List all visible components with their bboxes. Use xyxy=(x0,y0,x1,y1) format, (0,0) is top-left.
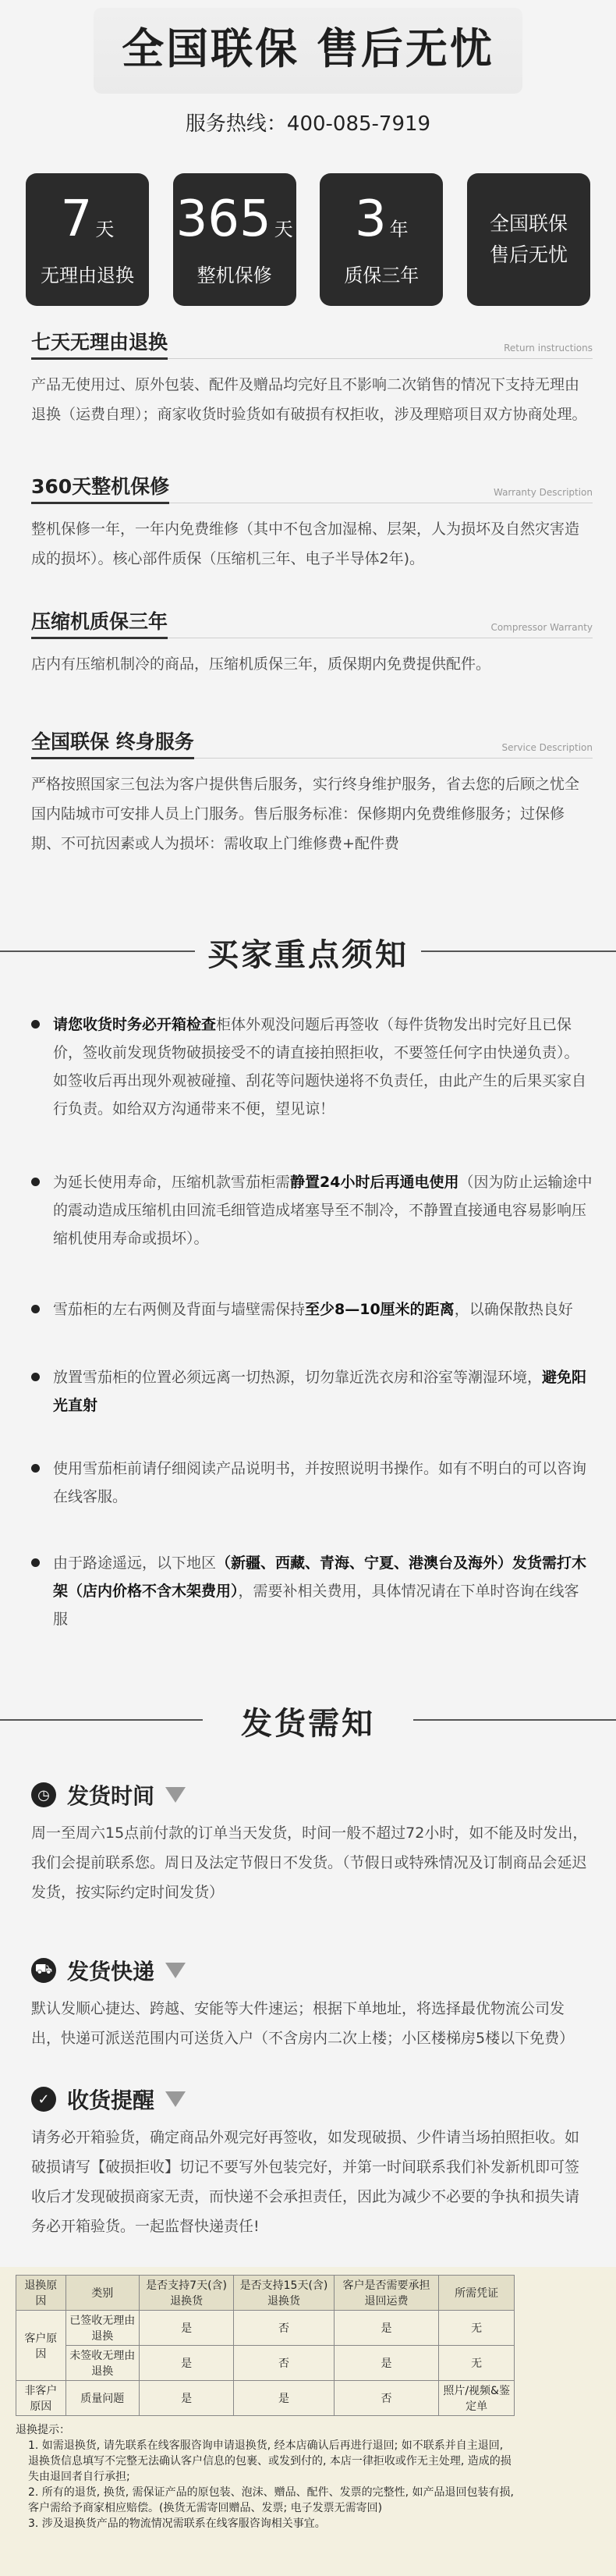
table-cell: 否 xyxy=(334,2381,439,2416)
notice-text: 为延长使用寿命，压缩机款雪茄柜需 xyxy=(53,1174,291,1191)
table-cell: 否 xyxy=(234,2346,334,2381)
triangle-down-icon xyxy=(165,1963,186,1978)
bullet-dot xyxy=(31,1373,40,1381)
hero-title: 全国联保 售后无忧 xyxy=(122,24,494,73)
table-cell: 质量问题 xyxy=(65,2381,139,2416)
table-header-row xyxy=(16,2276,515,2311)
return-policy-panel xyxy=(0,2267,616,2576)
bullet-dot xyxy=(31,1305,40,1313)
hint-item: 1. 如需退换货, 请先联系在线客服咨询申请退换货, 经本店确认后再进行退回; 如不联系并自主退回, 退换货信息填写不完整无法确认客户信息的包裹、或发到付的, 本店一律拒收或作无主处理, 造成的损失由退回者自行承担; xyxy=(28,2439,512,2483)
table-cell: 非客户原因 xyxy=(16,2381,66,2416)
notice-item xyxy=(31,1295,593,1324)
service-section-lifetime xyxy=(31,727,593,858)
table-header: 客户是否需要承担退回运费 xyxy=(334,2276,439,2311)
table-cell: 否 xyxy=(234,2311,334,2346)
section-body: 严格按照国家三包法为客户提供售后服务，实行终身维护服务，省去您的后顾之忧全国内陆城市可安排人员上门服务。售后服务标准：保修期内免费维修服务；过保修期、不可抗因素或人为损坏：需收取上门维修费+配件费 xyxy=(31,776,580,852)
block-body: 请务必开箱验货，确定商品外观完好再签收，如发现破损、少件请当场拍照拒收。如破损请写【破损拒收】切记不要写外包装完好，并第一时间联系我们补发新机即可签收后才发现破损商家无责，而快递不会承担责任，因此为减少不必要的争执和损失请务必开箱验货。一起监督快递责任! xyxy=(31,2129,580,2235)
badge-3-year-warranty xyxy=(320,173,443,306)
banner-rule-right xyxy=(413,1719,616,1721)
table-header: 是否支持7天(含)退换货 xyxy=(139,2276,234,2311)
badge-text: 售后无忧 xyxy=(489,243,568,266)
notices-title: 买家重点须知 xyxy=(207,936,409,973)
block-title: 发货快递 xyxy=(67,1959,155,1984)
table-cell: 客户原因 xyxy=(16,2311,66,2381)
bullet-dot xyxy=(31,1178,40,1186)
guarantee-badges xyxy=(26,173,590,306)
notices-banner xyxy=(0,913,616,991)
notice-item xyxy=(31,1455,593,1511)
table-cell: 是 xyxy=(334,2346,439,2381)
block-body: 默认发顺心捷达、跨越、安能等大件速运；根据下单地址，将选择最优物流公司发出，快递可派送范围内可送货入户（不含房内二次上楼；小区楼梯房5楼以下免费） xyxy=(31,2000,575,2047)
notice-text: 放置雪茄柜的位置必须远离一切热源，切勿靠近洗衣房和浴室等潮湿环境， xyxy=(53,1369,543,1386)
section-body: 产品无使用过、原外包装、配件及赠品均完好且不影响二次销售的情况下支持无理由退换（运费自理）；商家收货时验货如有破损有权拒收，涉及理赔项目双方协商处理。 xyxy=(31,376,587,423)
table-cell: 是 xyxy=(139,2346,234,2381)
notice-item xyxy=(31,1168,593,1252)
shipping-receipt-block xyxy=(31,2084,593,2241)
notice-text: 柜体外观没问题后再签收（每件货物发出时完好且已保价，签收前发现货物破损接受不的请直接拍照拒收，不要签任何字由快递负责）。如签收后再出现外观被碰撞、刮花等问题快递将不负责任，由此产生的后果买家自行负责。如给双方沟通带来不便，望见谅！ xyxy=(53,1016,587,1117)
badge-unit: 天 xyxy=(274,219,293,240)
triangle-down-icon xyxy=(165,2091,186,2107)
return-policy-table xyxy=(16,2275,515,2416)
shipping-title: 发货需知 xyxy=(241,1705,375,1742)
banner-rule-left xyxy=(0,1719,203,1721)
shipping-time-block xyxy=(31,1779,593,1907)
service-section-warranty xyxy=(31,472,593,574)
table-cell: 照片/视频&鉴定单 xyxy=(439,2381,515,2416)
notice-text: ，以确保散热良好 xyxy=(454,1301,573,1318)
notice-emphasis: （新疆、西藏、青海、宁夏、港澳台及海外）发货需打木架（店内价格不含木架费用） xyxy=(53,1554,587,1600)
notice-item xyxy=(31,1549,593,1633)
badge-caption: 无理由退换 xyxy=(41,265,134,286)
badge-unit: 天 xyxy=(95,219,115,240)
block-title: 发货时间 xyxy=(67,1783,155,1809)
section-subtitle: Compressor Warranty xyxy=(490,622,593,633)
service-section-return xyxy=(31,328,593,429)
notice-emphasis: 静置24小时后再通电使用 xyxy=(290,1174,459,1191)
table-row xyxy=(16,2311,515,2346)
hint-item: 2. 所有的退货, 换货, 需保证产品的原包装、泡沫、赠品、配件、发票的完整性, 如产品退回包装有损, 客户需给予商家相应赔偿。(换货无需寄回赠品、发票; 电子发票无需寄回) xyxy=(28,2486,514,2514)
section-title: 360天整机保修 xyxy=(31,471,169,503)
table-header: 所需凭证 xyxy=(439,2276,515,2311)
table-header: 类别 xyxy=(65,2276,139,2311)
triangle-down-icon xyxy=(165,1787,186,1803)
notice-emphasis: 请您收货时务必开箱检查 xyxy=(53,1016,217,1033)
badge-365-warranty xyxy=(173,173,296,306)
bullet-dot xyxy=(31,1020,40,1029)
notice-text: 使用雪茄柜前请仔细阅读产品说明书，并按照说明书操作。如有不明白的可以咨询在线客服。 xyxy=(53,1460,587,1505)
section-title: 压缩机质保三年 xyxy=(31,606,168,638)
notice-emphasis: 至少8—10厘米的距离 xyxy=(305,1301,455,1318)
badge-number: 365 xyxy=(175,190,271,248)
truck-icon: ⛟ xyxy=(31,1958,56,1983)
badge-number: 3 xyxy=(354,190,387,248)
hint-title: 退换提示： xyxy=(16,2424,70,2436)
bullet-dot xyxy=(31,1558,40,1567)
section-subtitle: Return instructions xyxy=(504,343,593,354)
table-cell: 是 xyxy=(139,2381,234,2416)
notice-text: ，需要补相关费用，具体情况请在下单时咨询在线客服 xyxy=(53,1583,579,1628)
notice-emphasis: 避免阳光直射 xyxy=(53,1369,587,1414)
block-title: 收货提醒 xyxy=(67,2087,155,2113)
section-title: 七天无理由退换 xyxy=(31,327,168,358)
badge-caption: 整机保修 xyxy=(196,265,272,286)
table-row xyxy=(16,2346,515,2381)
notice-item xyxy=(31,1363,593,1419)
table-cell: 是 xyxy=(139,2311,234,2346)
table-row xyxy=(16,2381,515,2416)
table-cell: 无 xyxy=(439,2346,515,2381)
notice-text: 雪茄柜的左右两侧及背面与墙壁需保持 xyxy=(53,1301,306,1318)
badge-unit: 年 xyxy=(389,219,409,240)
section-body: 店内有压缩机制冷的商品，压缩机质保三年，质保期内免费提供配件。 xyxy=(31,656,491,673)
check-icon: ✓ xyxy=(31,2087,56,2112)
table-cell: 已签收无理由退换 xyxy=(65,2311,139,2346)
section-body: 整机保修一年，一年内免费维修（其中不包含加湿棉、层架，人为损坏及自然灾害造成的损坏）。核心部件质保（压缩机三年、电子半导体2年)。 xyxy=(31,521,580,567)
notice-text: （因为防止运输途中的震动造成压缩机由回流毛细管造成堵塞导至不制冷，不静置直接通电容易影响压缩机使用寿命或损坏）。 xyxy=(53,1174,593,1247)
shipping-courier-block xyxy=(31,1955,593,2053)
clock-icon: ◷ xyxy=(31,1782,56,1807)
section-title: 全国联保 终身服务 xyxy=(31,727,194,758)
badge-number: 7 xyxy=(60,190,93,248)
table-header: 退换原因 xyxy=(16,2276,66,2311)
table-header: 是否支持15天(含)退换货 xyxy=(234,2276,334,2311)
section-subtitle: Warranty Description xyxy=(493,487,593,498)
table-cell: 是 xyxy=(234,2381,334,2416)
badge-7-day-return xyxy=(26,173,149,306)
table-cell: 未签收无理由退换 xyxy=(65,2346,139,2381)
service-hotline[interactable]: 服务热线：400-085-7919 xyxy=(185,112,431,136)
shipping-banner xyxy=(0,1682,616,1760)
return-hints xyxy=(16,2422,515,2532)
badge-caption: 质保三年 xyxy=(344,265,420,286)
block-body: 周一至周六15点前付款的订单当天发货，时间一般不超过72小时，如不能及时发出，我们会提前联系您。周日及法定节假日不发货。（节假日或特殊情况及订制商品会延迟发货，按实际约定时间发货） xyxy=(31,1825,588,1901)
notice-item xyxy=(31,1011,593,1123)
bullet-dot xyxy=(31,1464,40,1473)
table-cell: 无 xyxy=(439,2311,515,2346)
section-subtitle: Service Description xyxy=(501,742,593,753)
banner-rule-left xyxy=(0,950,195,952)
service-section-compressor xyxy=(31,607,593,679)
badge-text: 全国联保 xyxy=(489,212,568,235)
hint-item: 3. 涉及退换货产品的物流情况需联系在线客服咨询相关事宜。 xyxy=(28,2517,326,2530)
badge-national-warranty xyxy=(467,173,590,306)
notice-text: 由于路途遥远，以下地区 xyxy=(53,1554,217,1572)
banner-rule-right xyxy=(421,950,616,952)
table-cell: 是 xyxy=(334,2311,439,2346)
